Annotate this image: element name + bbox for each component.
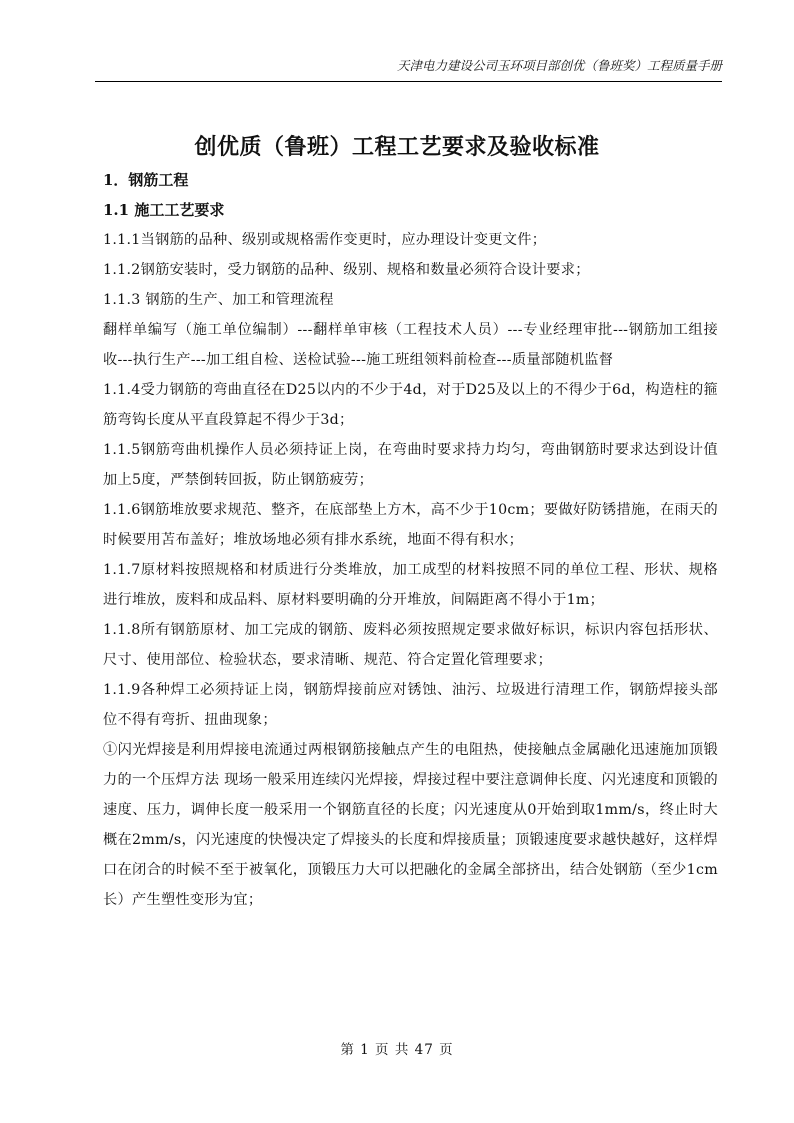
paragraph-1-1-2: 1.1.2钢筋安装时，受力钢筋的品种、级别、规格和数量必须符合设计要求；: [103, 262, 590, 278]
paragraph-1-1-8: 1.1.8所有钢筋原材、加工完成的钢筋、废料必须按照规定要求做好标识，标识内容包括形状、尺寸、使用部位、检验状态，要求清晰、规范、符合定置化管理要求；: [103, 622, 718, 668]
section-heading-1-1: 1.1 施工工艺要求: [103, 201, 225, 219]
paragraph-1-1-3: 1.1.3 钢筋的生产、加工和管理流程: [103, 292, 334, 308]
paragraph-flash-welding: ①闪光焊接是利用焊接电流通过两根钢筋接触点产生的电阻热，使接触点金属融化迅速施加顶锻力的一个压焊方法 现场一般采用连续闪光焊接，焊接过程中要注意调伸长度、闪光速度和顶锻的速度、压力，调伸长度一般采用一个钢筋直径的长度；闪光速度从0开始到取1mm/s，终止时大概在2mm/s，闪光速度的快慢决定了焊接头的长度和焊接质量；顶锻速度要求越快越好，这样焊口在闭合的时候不至于被氧化，顶锻压力大可以把融化的金属全部挤出，结合处钢筋（至少1cm长）产生塑性变形为宜；: [103, 742, 718, 908]
paragraph-1-1-6: 1.1.6钢筋堆放要求规范、整齐，在底部垫上方木，高不少于10cm；要做好防锈措施，在雨天的时候要用苫布盖好；堆放场地必须有排水系统，地面不得有积水；: [103, 502, 718, 548]
document-body: [103, 165, 718, 915]
page-header: 天津电力建设公司玉环项目部创优（鲁班奖）工程质量手册: [95, 56, 722, 82]
paragraph-1-1-4: 1.1.4受力钢筋的弯曲直径在D25以内的不少于4d，对于D25及以上的不得少于6d，构造柱的箍筋弯钩长度从平直段算起不得少于3d；: [103, 382, 718, 428]
document-title: 创优质（鲁班）工程工艺要求及验收标准: [194, 135, 600, 160]
paragraph-1-1-7: 1.1.7原材料按照规格和材质进行分类堆放，加工成型的材料按照不同的单位工程、形状、规格进行堆放，废料和成品料、原材料要明确的分开堆放，间隔距离不得小于1m；: [103, 562, 718, 608]
paragraph-process-flow: 翻样单编写（施工单位编制）---翻样单审核（工程技术人员）---专业经理审批---钢筋加工组接收---执行生产---加工组自检、送检试验---施工班组领料前检查---质量部随机监督: [103, 322, 718, 368]
section-heading-1: 1．钢筋工程: [103, 171, 189, 189]
paragraph-1-1-1: 1.1.1当钢筋的品种、级别或规格需作变更时，应办理设计变更文件；: [103, 232, 547, 248]
paragraph-1-1-5: 1.1.5钢筋弯曲机操作人员必须持证上岗，在弯曲时要求持力均匀，弯曲钢筋时要求达到设计值加上5度，严禁倒转回扳，防止钢筋疲劳；: [103, 442, 718, 488]
paragraph-1-1-9: 1.1.9各种焊工必须持证上岗，钢筋焊接前应对锈蚀、油污、垃圾进行清理工作，钢筋焊接头部位不得有弯折、扭曲现象；: [103, 682, 718, 728]
page-footer: 第 1 页 共 47 页: [340, 1042, 454, 1058]
